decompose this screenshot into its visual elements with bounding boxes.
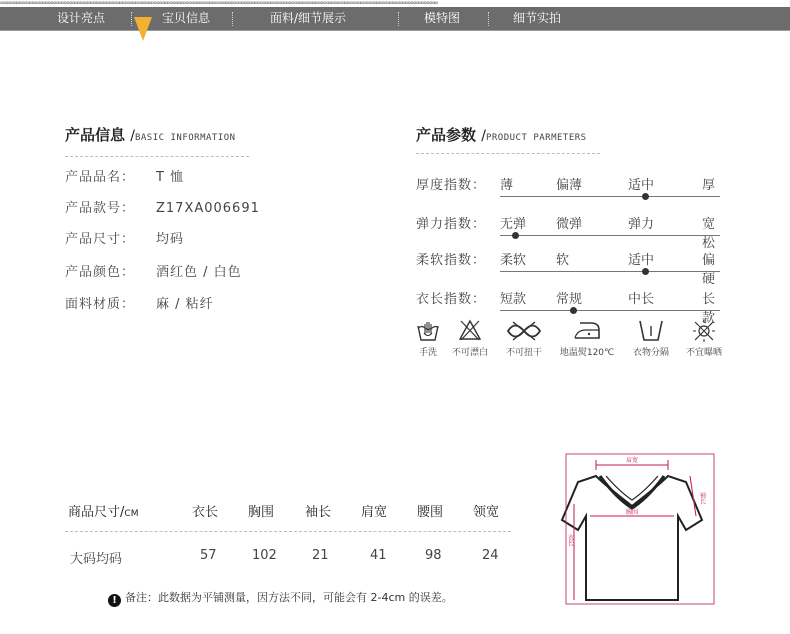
size-cell: 57	[200, 548, 217, 563]
hand-wash-icon	[416, 318, 440, 344]
info-value: T 恤	[156, 170, 185, 185]
info-label: 面料材质：	[65, 297, 136, 312]
param-option: 适中	[628, 253, 655, 268]
info-row-material	[65, 295, 214, 315]
param-label: 柔软指数：	[416, 253, 487, 268]
care-item: 地温熨120℃	[556, 318, 618, 358]
care-item: 衣物分隔	[627, 318, 675, 358]
sleeve-label: 袖长	[698, 492, 706, 504]
param-option: 柔软	[500, 253, 527, 268]
nav-separator	[488, 12, 489, 26]
tab-product-info[interactable]: 宝贝信息	[162, 11, 211, 25]
active-tab-indicator	[134, 17, 152, 41]
param-scale-line	[500, 196, 720, 197]
param-option: 微弹	[556, 217, 583, 232]
size-cell: 24	[482, 548, 499, 563]
param-row	[416, 284, 721, 326]
param-label: 厚度指数：	[416, 178, 487, 193]
size-table-title: 商品尺寸/CM	[68, 505, 139, 520]
size-column-header: 衣长	[192, 505, 219, 520]
param-selected-marker	[642, 268, 649, 275]
product-info-title: 产品信息 /BASIC INFORMATION	[65, 126, 236, 144]
size-note-text: 备注：此数据为平铺测量，因方法不同，可能会有 2-4cm 的误差。	[125, 591, 453, 604]
info-label: 产品尺寸：	[65, 232, 136, 247]
size-cell: 41	[370, 548, 387, 563]
size-column-header: 领宽	[473, 505, 500, 520]
tab-fabric-details[interactable]: 面料/细节展示	[270, 11, 347, 25]
param-option: 长款	[702, 292, 716, 326]
size-cell: 21	[312, 548, 329, 563]
param-option: 薄	[500, 178, 514, 193]
nav-decoration: ∞∞∞∞∞∞∞∞∞∞∞∞∞∞∞∞∞∞∞∞∞∞∞∞∞∞∞∞∞∞∞∞∞∞∞∞∞∞∞∞∞∞∞∞∞∞∞∞∞∞∞∞∞∞∞∞∞∞∞∞∞∞∞∞∞∞∞∞∞∞∞∞∞∞∞∞∞∞∞∞∞∞∞∞∞∞∞∞∞∞∞∞∞∞∞∞∞∞∞∞∞∞∞∞∞∞∞∞∞∞∞∞∞∞∞∞∞∞∞∞∞∞∞∞∞∞∞∞∞∞∞∞∞∞∞∞	[0, 0, 438, 6]
size-note	[108, 590, 453, 606]
param-scale-line	[500, 310, 720, 311]
param-selected-marker	[642, 193, 649, 200]
info-value: 麻 / 粘纤	[156, 297, 214, 312]
param-option: 偏薄	[556, 178, 583, 193]
tab-detail-photos[interactable]: 细节实拍	[513, 11, 562, 25]
nav-separator	[398, 12, 399, 26]
param-option: 常规	[556, 292, 583, 307]
param-option: 偏硬	[702, 253, 716, 287]
param-row	[416, 245, 721, 287]
top-nav	[0, 0, 790, 31]
chest-label: 胸围	[625, 509, 639, 516]
param-selected-marker	[570, 307, 577, 314]
care-item: 不可漂白	[447, 318, 493, 358]
divider	[65, 156, 249, 157]
care-item: 不可扭干	[501, 318, 547, 358]
size-cell: 102	[252, 548, 277, 563]
param-option: 宽松	[702, 217, 716, 251]
size-column-header: 肩宽	[361, 505, 388, 520]
nav-separator	[131, 12, 132, 26]
size-row-name: 大码均码	[70, 552, 123, 567]
info-value: 酒红色 / 白色	[156, 265, 242, 280]
tab-model-photos[interactable]: 模特图	[424, 11, 461, 25]
divider	[416, 153, 600, 154]
param-option: 软	[556, 253, 570, 268]
info-label: 产品品名：	[65, 170, 136, 185]
size-column-header: 胸围	[248, 505, 275, 520]
param-row	[416, 170, 721, 206]
care-item: 手洗	[416, 318, 440, 358]
info-label: 产品款号：	[65, 201, 136, 216]
info-row-color	[65, 263, 242, 283]
param-option: 中长	[628, 292, 655, 307]
info-row-size	[65, 230, 184, 250]
size-cell: 98	[425, 548, 442, 563]
nav-bar	[0, 7, 790, 30]
shoulder-label: 肩宽	[625, 457, 639, 464]
table-divider	[65, 531, 511, 532]
info-row-name	[65, 168, 184, 188]
care-item: 不宜曝晒	[681, 318, 727, 358]
param-option: 厚	[702, 178, 716, 193]
param-selected-marker	[512, 232, 519, 239]
length-label: 衣长	[566, 534, 574, 546]
param-scale-line	[500, 235, 720, 236]
nav-bottom-line	[0, 30, 790, 31]
product-params-title: 产品参数 /PRODUCT PARMETERS	[416, 126, 587, 144]
param-label: 衣长指数：	[416, 292, 487, 307]
param-option: 适中	[628, 178, 655, 193]
no-bleach-icon	[458, 318, 482, 344]
info-value: 均码	[156, 232, 185, 247]
info-value: Z17XA006691	[156, 201, 260, 216]
low-iron-icon	[572, 318, 602, 344]
size-column-header: 腰围	[417, 505, 444, 520]
separate-wash-icon	[636, 318, 666, 344]
param-scale-line	[500, 271, 720, 272]
no-wring-icon	[505, 318, 543, 344]
info-row-style-no	[65, 199, 260, 219]
warning-icon: !	[108, 594, 121, 607]
param-option: 弹力	[628, 217, 655, 232]
no-sun-icon	[691, 318, 717, 344]
param-row	[416, 209, 721, 251]
param-option: 无弹	[500, 217, 527, 232]
tab-design-highlights[interactable]: 设计亮点	[57, 11, 106, 25]
nav-separator	[232, 12, 233, 26]
info-label: 产品颜色：	[65, 265, 136, 280]
tshirt-outline	[562, 476, 702, 600]
param-option: 短款	[500, 292, 527, 307]
size-column-header: 袖长	[305, 505, 332, 520]
tshirt-measure-diagram	[556, 448, 722, 608]
param-label: 弹力指数：	[416, 217, 487, 232]
